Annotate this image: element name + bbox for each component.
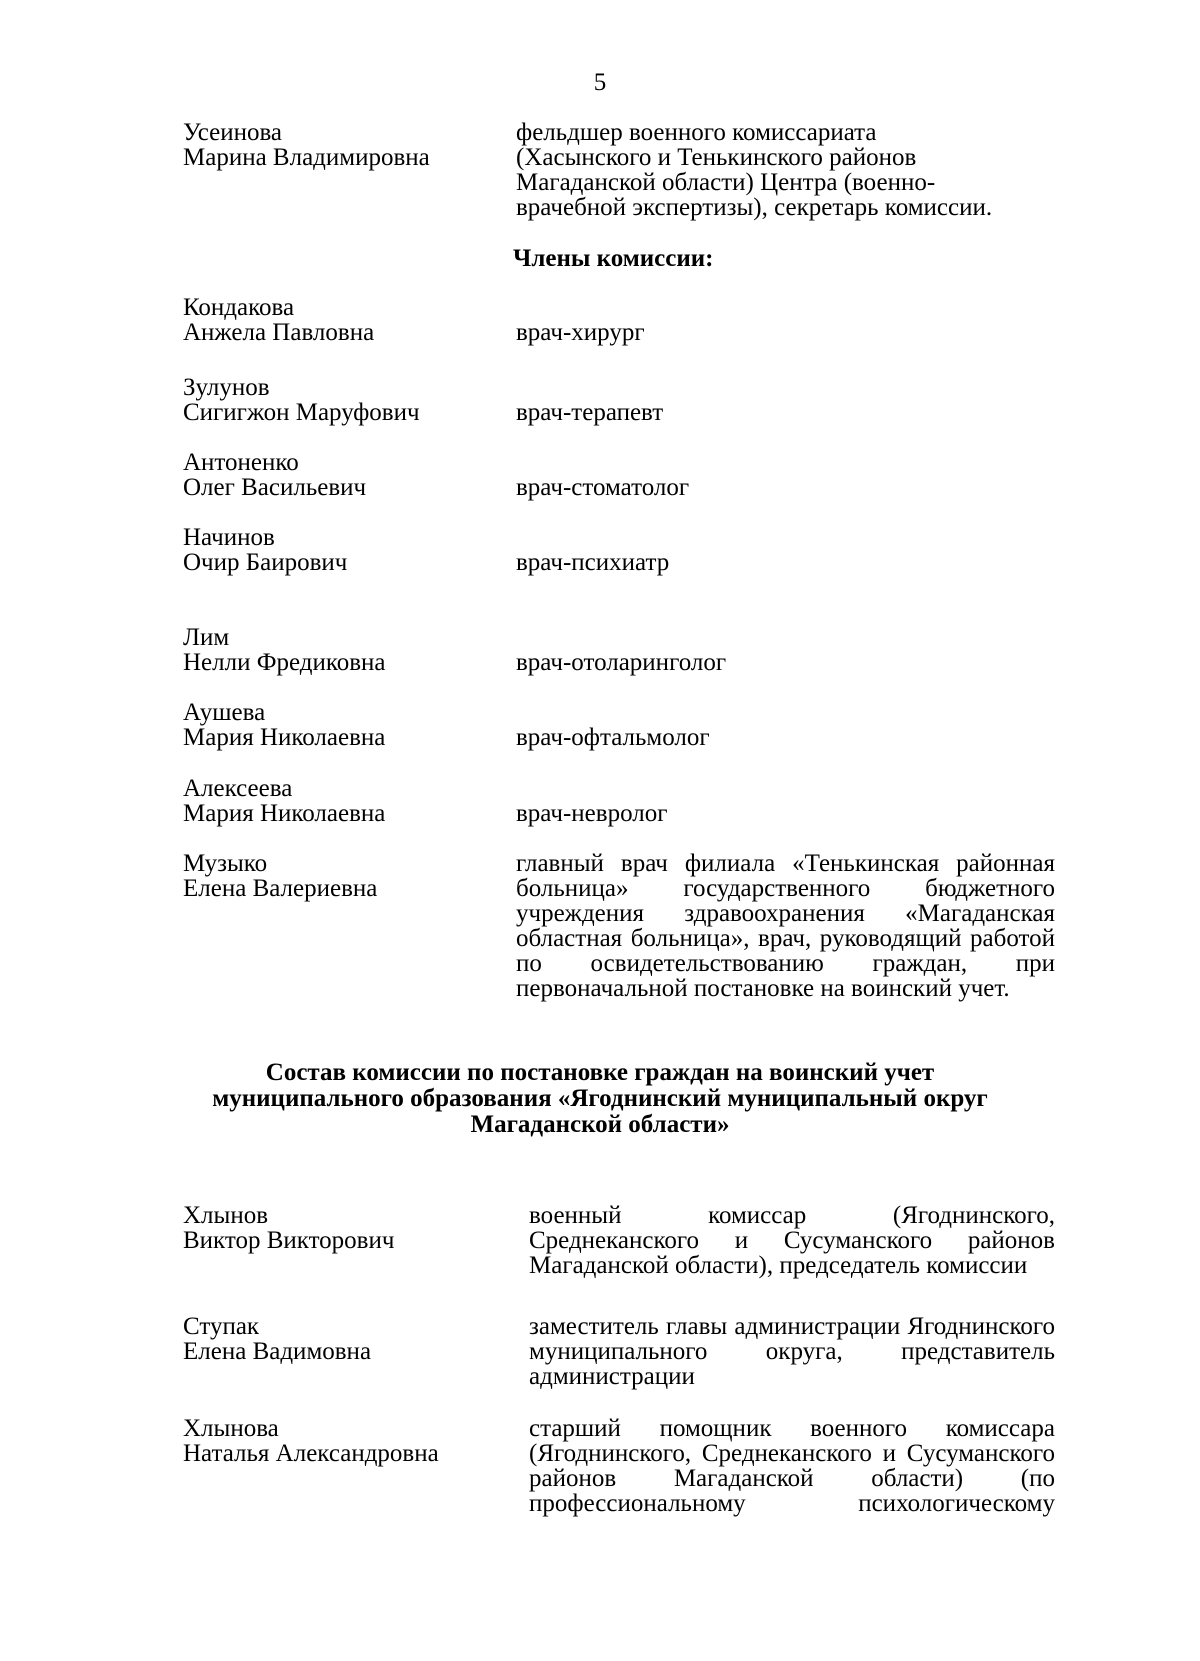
surname: Лим (183, 624, 230, 651)
person-name (183, 450, 493, 500)
given-names: Елена Валериевна (183, 875, 378, 902)
surname: Начинов (183, 524, 275, 551)
person-role: врач-стоматолог (516, 474, 690, 501)
person-role: заместитель главы администрации Ягоднинского муниципального округа, представитель администрации (529, 1313, 1055, 1390)
given-names: Нелли Фредиковна (183, 649, 386, 676)
surname: Музыко (183, 850, 268, 877)
person-role: врач-хирург (516, 319, 645, 346)
person-role: врач-терапевт (516, 399, 664, 426)
given-names: Наталья Александровна (183, 1440, 439, 1467)
section-title-line: Состав комиссии по постановке граждан на воинский учет (265, 1059, 935, 1086)
given-names: Виктор Викторович (183, 1227, 395, 1254)
person-name (183, 851, 493, 901)
given-names: Очир Баирович (183, 549, 348, 576)
person-name (183, 295, 493, 345)
surname: Хлынов (183, 1202, 269, 1229)
person-name (183, 525, 493, 575)
given-names: Сигигжон Маруфович (183, 399, 420, 426)
person-role: военный комиссар (Ягоднинского, Среднеканского и Сусуманского районов Магаданской области), председатель комиссии (529, 1202, 1055, 1279)
person-role: старший помощник военного комиссара (Ягоднинского, Среднеканского и Сусуманского районов Магаданской области) (по профессиональному психологическому (529, 1415, 1055, 1517)
given-names: Елена Вадимовна (183, 1338, 372, 1365)
surname: Усеинова (183, 119, 283, 146)
surname: Антоненко (183, 449, 299, 476)
role-line: врачебной экспертизы), секретарь комиссии. (516, 194, 993, 221)
role-line: фельдшер военного комиссариата (516, 119, 877, 146)
page-number: 5 (593, 69, 607, 96)
given-names: Мария Николаевна (183, 800, 386, 827)
given-names: Марина Владимировна (183, 144, 430, 171)
members-heading: Члены комиссии: (513, 245, 714, 272)
person-name (183, 1203, 493, 1253)
person-name (183, 120, 493, 170)
person-role: главный врач филиала «Тенькинская районная больница» государственного бюджетного учреждения здравоохранения «Магаданская областная больница», врач, руководящий работой по освидетельствованию граждан, при первоначальной постановке на воинский учет. (516, 850, 1055, 1002)
surname: Зулунов (183, 374, 270, 401)
surname: Алексеева (183, 775, 293, 802)
surname: Ступак (183, 1313, 260, 1340)
section-title-line: Магаданской области» (470, 1111, 730, 1138)
role-line: Магаданской области) Центра (военно- (516, 169, 936, 196)
person-name (183, 1416, 493, 1466)
given-names: Анжела Павловна (183, 319, 375, 346)
section-title (0, 1060, 1200, 1138)
person-role: врач-офтальмолог (516, 724, 710, 751)
section-title-line: муниципального образования «Ягоднинский муниципальный округ (212, 1085, 988, 1112)
given-names: Мария Николаевна (183, 724, 386, 751)
person-role (516, 120, 1076, 220)
surname: Аушева (183, 699, 266, 726)
person-name (183, 1314, 493, 1364)
person-name (183, 776, 493, 826)
given-names: Олег Васильевич (183, 474, 367, 501)
person-name (183, 375, 493, 425)
person-name (183, 700, 493, 750)
role-line: (Хасынского и Тенькинского районов (516, 144, 917, 171)
person-role: врач-отоларинголог (516, 649, 727, 676)
person-name (183, 625, 493, 675)
surname: Хлынова (183, 1415, 279, 1442)
person-role: врач-психиатр (516, 549, 670, 576)
surname: Кондакова (183, 294, 295, 321)
person-role: врач-невролог (516, 800, 668, 827)
